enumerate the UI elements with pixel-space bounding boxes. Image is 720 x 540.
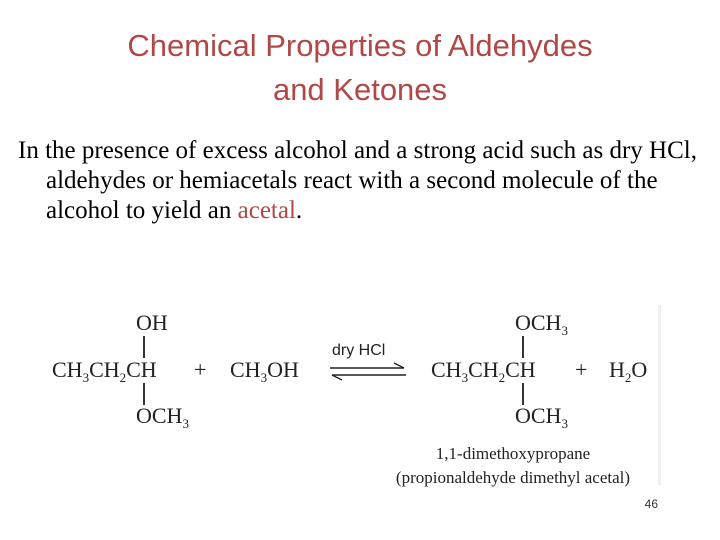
product-top-sub: 3 xyxy=(561,323,568,338)
reactant1-och-text: OCH xyxy=(136,403,183,428)
reactant1-bottom-group xyxy=(136,403,189,432)
product-common-name: (propionaldehyde dimethyl acetal) xyxy=(395,468,631,487)
water-sub: 2 xyxy=(624,370,632,385)
water-o: O xyxy=(631,357,648,382)
chain-ch-a: CH xyxy=(126,357,157,382)
slide-title-line-2: and Ketones xyxy=(272,72,448,107)
water-h: H xyxy=(609,357,625,382)
chain-ch3-b: CH xyxy=(431,357,462,382)
reactant1-chain xyxy=(52,357,157,386)
plus-sign-2: + xyxy=(575,357,588,382)
methanol-ch: CH xyxy=(230,357,261,382)
product-bottom-sub: 3 xyxy=(561,416,568,431)
chain-ch3-a: CH xyxy=(52,357,83,382)
methanol xyxy=(230,357,299,386)
chain-ch2-sub-a: 2 xyxy=(119,370,127,385)
product-name: 1,1-dimethoxypropane xyxy=(435,444,591,463)
catalyst-label: dry HCl xyxy=(332,342,386,359)
figure-edge-divider xyxy=(658,305,661,485)
product-bottom-bond xyxy=(522,383,524,405)
plus-sign-1: + xyxy=(194,357,207,382)
body-paragraph xyxy=(18,136,720,226)
page-number: 46 xyxy=(644,497,658,511)
chain-ch2-b: CH xyxy=(468,357,499,382)
body-text-end: . xyxy=(295,197,303,224)
slide-title xyxy=(0,24,720,112)
reactant1-och-sub: 3 xyxy=(182,416,189,431)
reactant1-top-bond xyxy=(143,336,145,358)
chain-ch3-sub-b: 3 xyxy=(461,370,469,385)
methanol-oh: OH xyxy=(267,357,299,382)
chain-ch3-sub-a: 3 xyxy=(82,370,90,385)
product-top-bond xyxy=(522,336,524,358)
methanol-sub: 3 xyxy=(260,370,268,385)
product-top-group xyxy=(515,310,568,339)
chain-ch2-a: CH xyxy=(89,357,120,382)
water xyxy=(609,357,647,386)
product-chain xyxy=(431,357,536,386)
slide-title-line-1: Chemical Properties of Aldehydes xyxy=(127,28,593,63)
product-top-och: OCH xyxy=(515,310,562,335)
body-text-main: In the presence of excess alcohol and a strong acid such as dry HCl, aldehydes or hemiacetals react with a second molecule of the alcohol to yield an xyxy=(18,137,697,224)
acetal-term: acetal xyxy=(237,197,296,224)
reactant1-bottom-bond xyxy=(143,383,145,405)
product-bottom-och: OCH xyxy=(515,403,562,428)
chain-ch-b: CH xyxy=(505,357,536,382)
chain-ch2-sub-b: 2 xyxy=(498,370,506,385)
equilibrium-arrows-icon xyxy=(328,362,408,382)
reactant1-top-group: OH xyxy=(136,310,168,335)
product-bottom-group xyxy=(515,403,568,432)
